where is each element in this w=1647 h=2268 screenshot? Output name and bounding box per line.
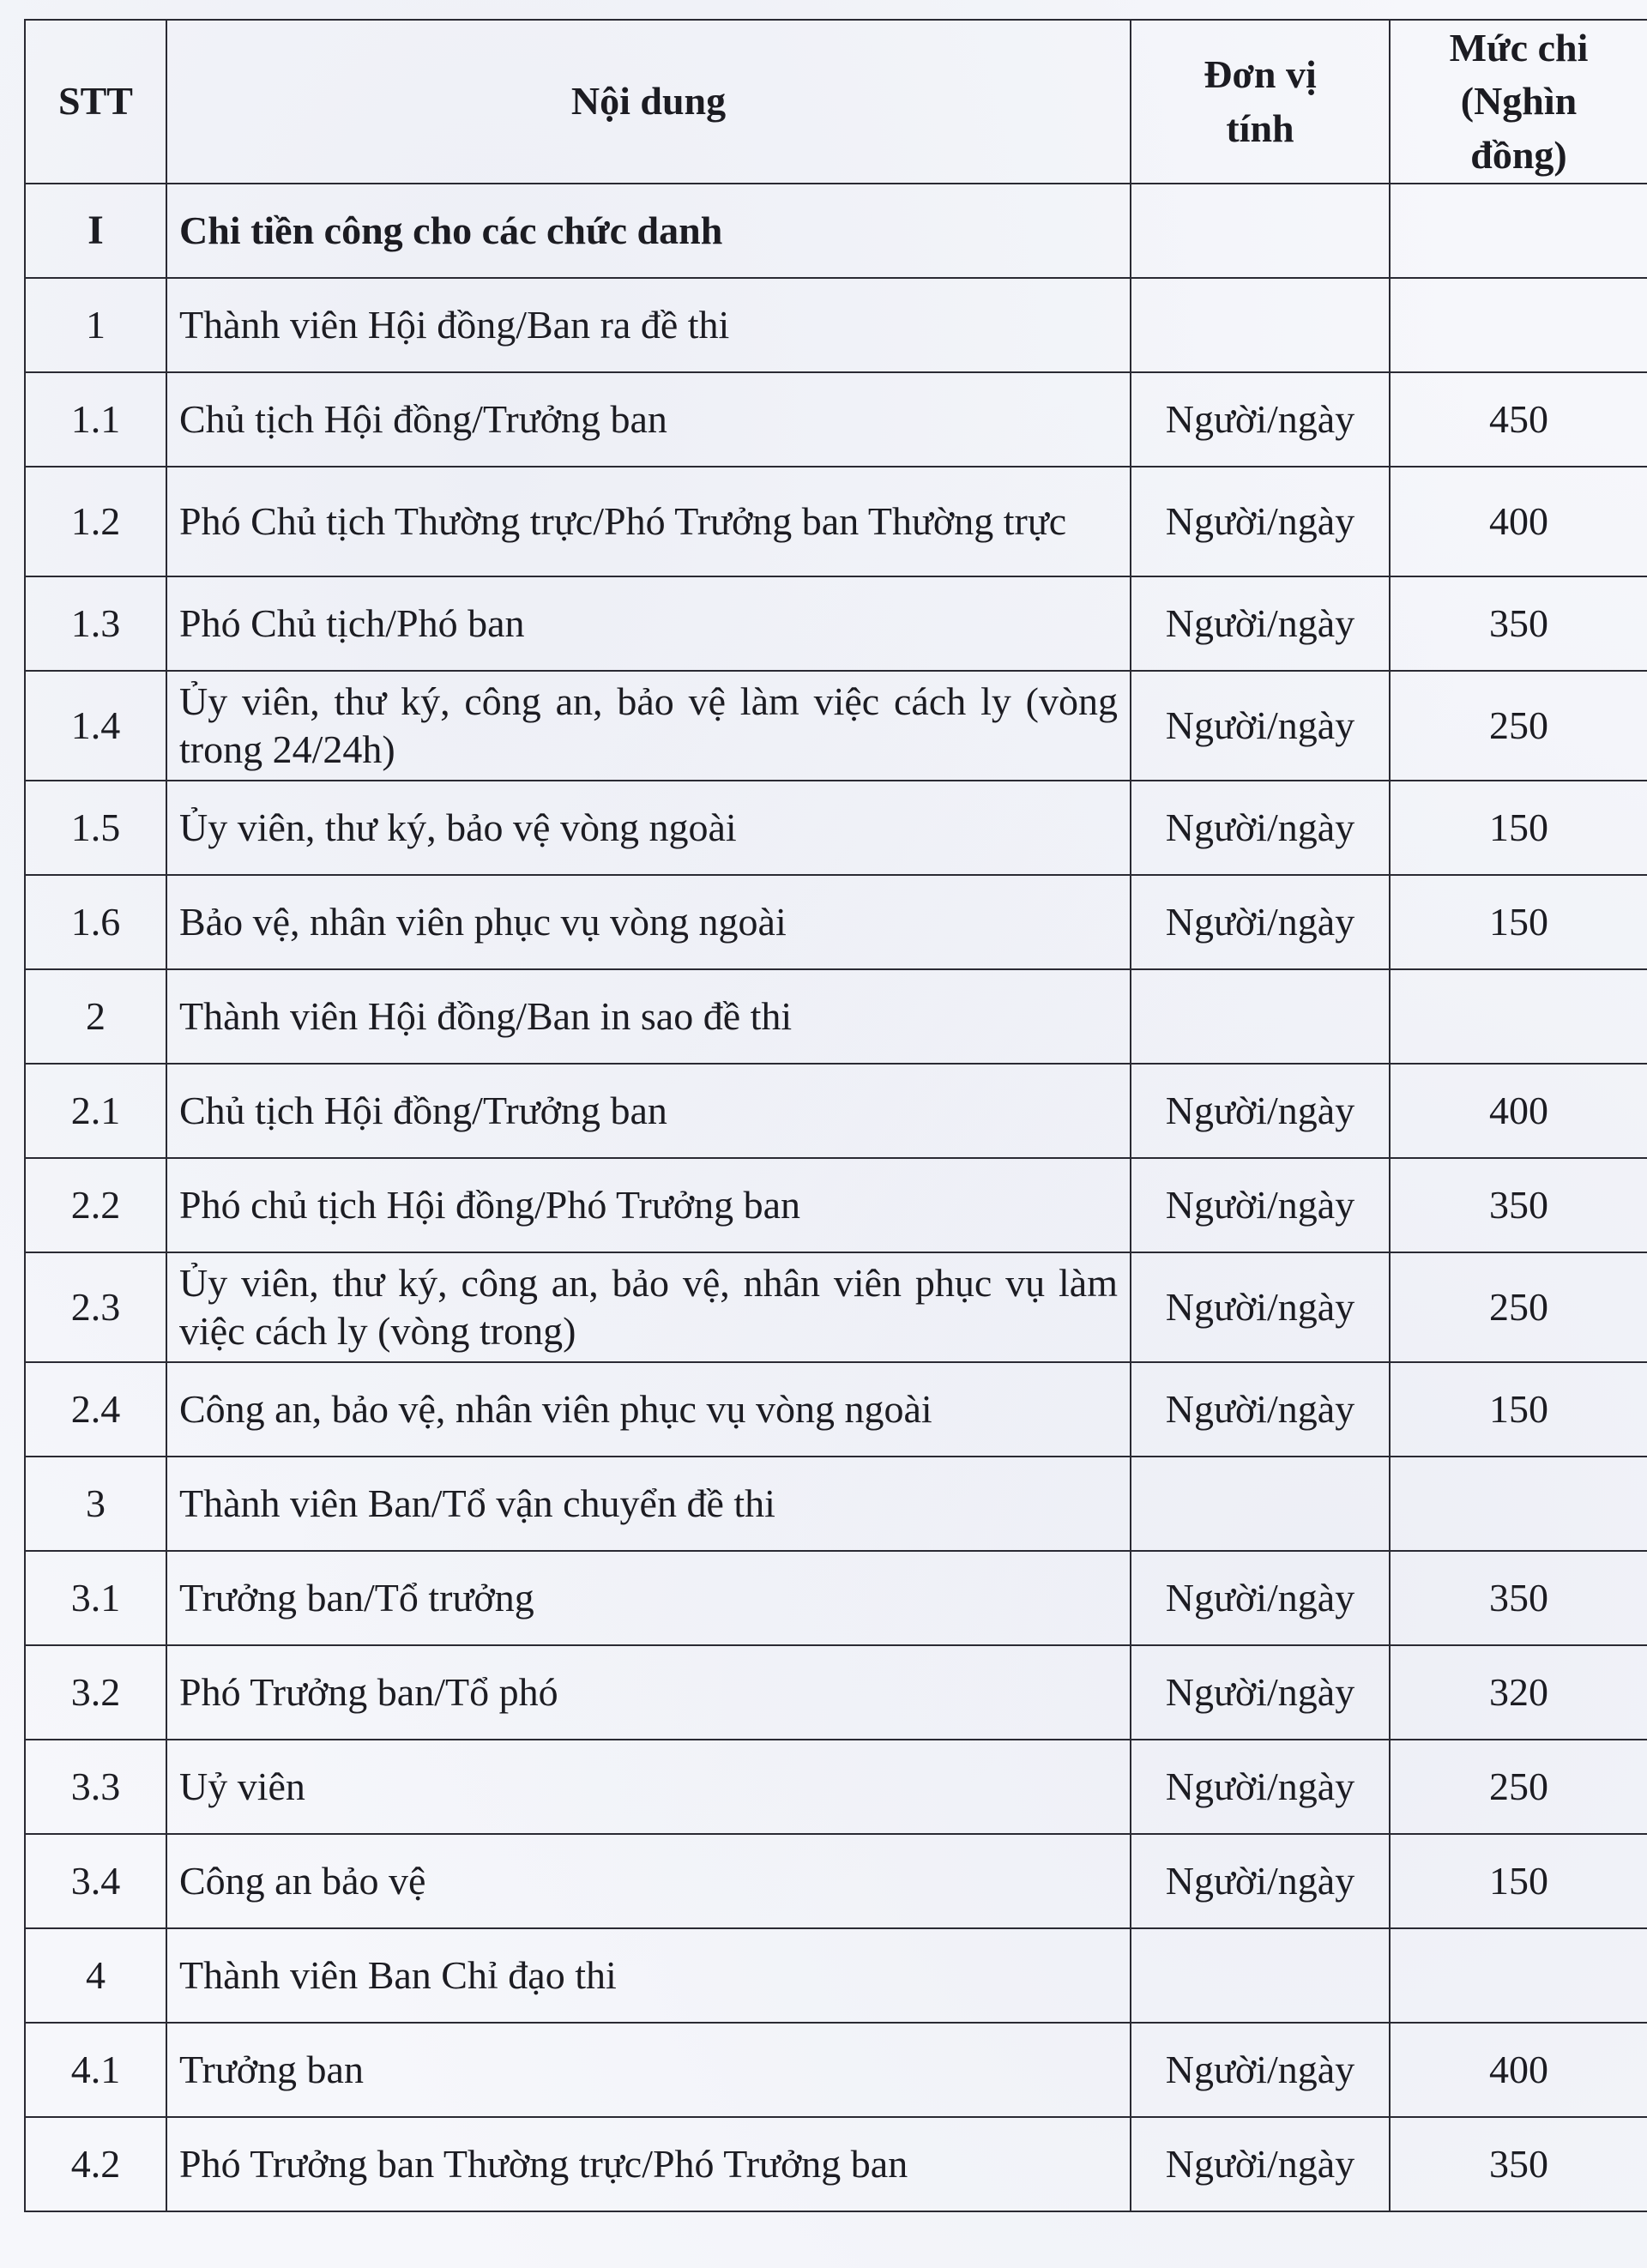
cell-unit <box>1131 1928 1390 2023</box>
table-row <box>25 2023 1647 2117</box>
cell-amount: 250 <box>1390 671 1647 781</box>
table-row-group <box>25 969 1647 1064</box>
table-row <box>25 1645 1647 1740</box>
cell-content: Trưởng ban/Tổ trưởng <box>166 1551 1131 1645</box>
table-row <box>25 671 1647 781</box>
table-row <box>25 467 1647 576</box>
cell-unit: Người/ngày <box>1131 576 1390 671</box>
cell-unit: Người/ngày <box>1131 875 1390 969</box>
cell-stt: 1.2 <box>25 467 166 576</box>
cell-amount <box>1390 969 1647 1064</box>
cell-unit <box>1131 969 1390 1064</box>
cell-amount: 250 <box>1390 1252 1647 1362</box>
cell-stt: 3.1 <box>25 1551 166 1645</box>
table-row-group <box>25 1928 1647 2023</box>
table-row <box>25 1362 1647 1457</box>
cell-amount: 320 <box>1390 1645 1647 1740</box>
cell-unit <box>1131 184 1390 278</box>
table-row-group <box>25 278 1647 372</box>
cell-stt: 4.2 <box>25 2117 166 2211</box>
cell-stt: 3.4 <box>25 1834 166 1928</box>
cell-amount: 350 <box>1390 1158 1647 1252</box>
cell-unit: Người/ngày <box>1131 1252 1390 1362</box>
table-row <box>25 1252 1647 1362</box>
table-row <box>25 576 1647 671</box>
header-amount-line2: (Nghìn <box>1460 79 1578 124</box>
header-unit <box>1131 20 1390 184</box>
header-stt: STT <box>25 20 166 184</box>
cell-content: Thành viên Hội đồng/Ban in sao đề thi <box>166 969 1131 1064</box>
cell-stt: 4.1 <box>25 2023 166 2117</box>
cell-content: Công an bảo vệ <box>166 1834 1131 1928</box>
cell-stt: 1.1 <box>25 372 166 467</box>
cell-stt: 3.3 <box>25 1740 166 1834</box>
fee-table <box>24 19 1647 2212</box>
header-content: Nội dung <box>166 20 1131 184</box>
header-amount <box>1390 20 1647 184</box>
cell-stt: 2.4 <box>25 1362 166 1457</box>
header-unit-line2: tính <box>1226 106 1294 150</box>
table-row <box>25 1064 1647 1158</box>
cell-content: Ủy viên, thư ký, bảo vệ vòng ngoài <box>166 781 1131 875</box>
table-row <box>25 1551 1647 1645</box>
cell-stt: 2.1 <box>25 1064 166 1158</box>
cell-stt: 2 <box>25 969 166 1064</box>
cell-unit: Người/ngày <box>1131 1158 1390 1252</box>
cell-content: Thành viên Hội đồng/Ban ra đề thi <box>166 278 1131 372</box>
cell-unit: Người/ngày <box>1131 1362 1390 1457</box>
cell-amount: 450 <box>1390 372 1647 467</box>
table-row <box>25 1158 1647 1252</box>
cell-amount: 150 <box>1390 1834 1647 1928</box>
cell-content: Chi tiền công cho các chức danh <box>166 184 1131 278</box>
cell-unit <box>1131 1457 1390 1551</box>
cell-content: Phó Chủ tịch Thường trực/Phó Trưởng ban Thường trực <box>166 467 1131 576</box>
cell-amount: 400 <box>1390 2023 1647 2117</box>
cell-unit: Người/ngày <box>1131 781 1390 875</box>
cell-amount <box>1390 278 1647 372</box>
cell-unit: Người/ngày <box>1131 1064 1390 1158</box>
cell-content: Uỷ viên <box>166 1740 1131 1834</box>
cell-content: Công an, bảo vệ, nhân viên phục vụ vòng ngoài <box>166 1362 1131 1457</box>
cell-stt: 4 <box>25 1928 166 2023</box>
table-row <box>25 372 1647 467</box>
cell-content: Phó Trưởng ban Thường trực/Phó Trưởng ban <box>166 2117 1131 2211</box>
cell-stt: 1.6 <box>25 875 166 969</box>
cell-unit: Người/ngày <box>1131 467 1390 576</box>
cell-amount <box>1390 1928 1647 2023</box>
cell-content: Phó chủ tịch Hội đồng/Phó Trưởng ban <box>166 1158 1131 1252</box>
header-unit-line1: Đơn vị <box>1204 52 1317 97</box>
table-row <box>25 781 1647 875</box>
cell-amount: 350 <box>1390 2117 1647 2211</box>
cell-stt: 3 <box>25 1457 166 1551</box>
cell-stt: 2.2 <box>25 1158 166 1252</box>
cell-content: Thành viên Ban/Tổ vận chuyển đề thi <box>166 1457 1131 1551</box>
cell-content: Ủy viên, thư ký, công an, bảo vệ, nhân viên phục vụ làm việc cách ly (vòng trong) <box>166 1252 1131 1362</box>
cell-content: Chủ tịch Hội đồng/Trưởng ban <box>166 1064 1131 1158</box>
cell-stt: 1.3 <box>25 576 166 671</box>
cell-content: Phó Trưởng ban/Tổ phó <box>166 1645 1131 1740</box>
cell-stt: 1 <box>25 278 166 372</box>
cell-amount: 350 <box>1390 576 1647 671</box>
cell-amount <box>1390 1457 1647 1551</box>
cell-stt: 3.2 <box>25 1645 166 1740</box>
cell-amount: 400 <box>1390 1064 1647 1158</box>
cell-amount: 150 <box>1390 781 1647 875</box>
header-amount-line3: đồng) <box>1470 132 1567 177</box>
cell-unit: Người/ngày <box>1131 1645 1390 1740</box>
cell-amount: 150 <box>1390 875 1647 969</box>
cell-content: Ủy viên, thư ký, công an, bảo vệ làm việc cách ly (vòng trong 24/24h) <box>166 671 1131 781</box>
cell-amount: 150 <box>1390 1362 1647 1457</box>
cell-stt: 1.5 <box>25 781 166 875</box>
cell-unit: Người/ngày <box>1131 2117 1390 2211</box>
cell-amount <box>1390 184 1647 278</box>
cell-content: Thành viên Ban Chỉ đạo thi <box>166 1928 1131 2023</box>
cell-amount: 400 <box>1390 467 1647 576</box>
cell-stt: I <box>25 184 166 278</box>
table-row <box>25 2117 1647 2211</box>
cell-unit: Người/ngày <box>1131 1551 1390 1645</box>
header-amount-line1: Mức chi <box>1449 26 1589 70</box>
header-row <box>25 20 1647 184</box>
cell-content: Bảo vệ, nhân viên phục vụ vòng ngoài <box>166 875 1131 969</box>
cell-content: Trưởng ban <box>166 2023 1131 2117</box>
cell-content: Phó Chủ tịch/Phó ban <box>166 576 1131 671</box>
cell-unit: Người/ngày <box>1131 1834 1390 1928</box>
cell-amount: 350 <box>1390 1551 1647 1645</box>
cell-unit: Người/ngày <box>1131 671 1390 781</box>
cell-content: Chủ tịch Hội đồng/Trưởng ban <box>166 372 1131 467</box>
cell-stt: 1.4 <box>25 671 166 781</box>
cell-stt: 2.3 <box>25 1252 166 1362</box>
table-row <box>25 875 1647 969</box>
table-row <box>25 1740 1647 1834</box>
cell-amount: 250 <box>1390 1740 1647 1834</box>
cell-unit <box>1131 278 1390 372</box>
cell-unit: Người/ngày <box>1131 1740 1390 1834</box>
table-row-section <box>25 184 1647 278</box>
cell-unit: Người/ngày <box>1131 372 1390 467</box>
table-row-group <box>25 1457 1647 1551</box>
table-row <box>25 1834 1647 1928</box>
cell-unit: Người/ngày <box>1131 2023 1390 2117</box>
